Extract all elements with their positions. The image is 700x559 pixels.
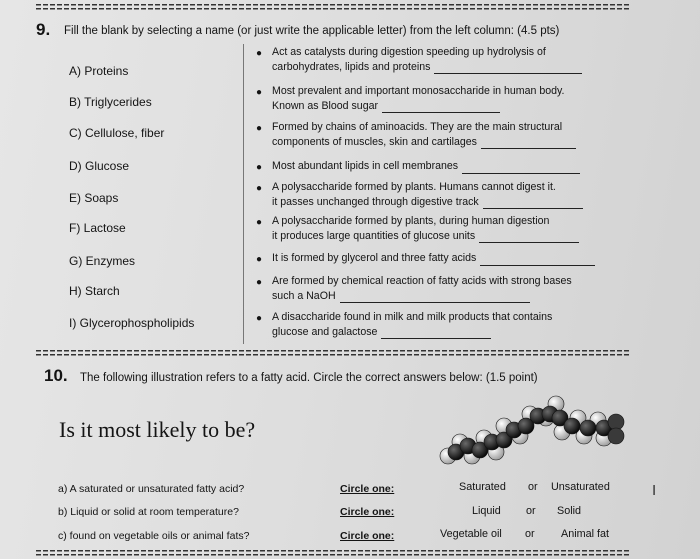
answer-blank[interactable] <box>479 232 579 243</box>
q10-row-b-question: b) Liquid or solid at room temperature? <box>58 506 239 518</box>
answer-blank[interactable] <box>382 102 500 113</box>
answer-blank[interactable] <box>462 163 580 174</box>
name-item-i: I) Glycerophospholipids <box>69 316 195 330</box>
q10-row-a-question: a) A saturated or unsaturated fatty acid? <box>58 483 245 495</box>
bullet: ● <box>256 183 263 194</box>
q10-instruction: The following illustration refers to a fatty acid. Circle the correct answers below: (1.5 point) <box>80 372 538 384</box>
name-item-h: H) Starch <box>69 284 120 298</box>
name-item-c: C) Cellulose, fiber <box>69 126 165 140</box>
option-unsaturated[interactable]: Unsaturated <box>551 481 610 493</box>
option-liquid[interactable]: Liquid <box>472 505 501 517</box>
description-item: A polysaccharide formed by plants. Humans cannot digest it. it passes unchanged through digestive track <box>272 180 627 209</box>
or-label: or <box>525 528 535 540</box>
description-item: A disaccharide found in milk and milk products that contains glucose and galactose <box>272 311 553 338</box>
option-vegetable-oil[interactable]: Vegetable oil <box>440 528 502 540</box>
circle-one-label: Circle one: <box>340 530 395 542</box>
answer-blank[interactable] <box>480 255 595 266</box>
bullet: ● <box>256 162 263 173</box>
bullet: ● <box>256 217 263 228</box>
bullet: ● <box>256 313 263 324</box>
answer-blank[interactable] <box>434 63 582 74</box>
q9-number: 9. <box>36 20 51 39</box>
q10-number: 10. <box>44 366 68 385</box>
q10-question: Is it most likely to be? <box>59 417 256 442</box>
circle-one-label: Circle one: <box>340 483 395 495</box>
or-label: or <box>526 505 536 517</box>
option-saturated[interactable]: Saturated <box>459 481 506 493</box>
q10-row-c-question: c) found on vegetable oils or animal fats? <box>58 530 250 542</box>
name-item-e: E) Soaps <box>69 191 119 205</box>
answer-blank[interactable] <box>483 198 583 209</box>
description-item: It is formed by glycerol and three fatty acids <box>272 251 627 266</box>
divider-bottom <box>36 550 630 556</box>
description-item: Formed by chains of aminoacids. They are the main structural components of muscles, skin and cartilages <box>272 120 627 149</box>
name-item-f: F) Lactose <box>69 221 126 235</box>
description-item: Most abundant lipids in cell membranes <box>272 159 627 174</box>
name-item-g: G) Enzymes <box>69 254 136 268</box>
answer-blank[interactable] <box>340 292 530 303</box>
bullet: ● <box>256 123 263 134</box>
or-label: or <box>528 481 538 493</box>
divider-middle <box>36 350 630 356</box>
answer-blank[interactable] <box>481 138 576 149</box>
name-item-d: D) Glucose <box>69 159 130 173</box>
name-item-b: B) Triglycerides <box>69 95 152 109</box>
text-cursor-icon: I <box>652 482 657 499</box>
bullet: ● <box>256 48 263 59</box>
name-item-a: A) Proteins <box>69 64 129 78</box>
description-item: A polysaccharide formed by plants, during human digestion it produces large quantities of glucose units <box>272 214 627 243</box>
option-animal-fat[interactable]: Animal fat <box>561 528 610 540</box>
option-solid[interactable]: Solid <box>557 505 582 517</box>
description-item: Are formed by chemical reaction of fatty acids with strong bases such a NaOH <box>272 275 572 302</box>
fatty-acid-molecule-illustration <box>438 392 626 472</box>
description-item: Most prevalent and important monosaccharide in human body. Known as Blood sugar <box>272 85 565 112</box>
bullet: ● <box>256 254 263 265</box>
divider-top <box>36 4 630 10</box>
bullet: ● <box>256 277 263 288</box>
description-item: Act as catalysts during digestion speeding up hydrolysis of carbohydrates, lipids and proteins <box>272 45 627 74</box>
bullet: ● <box>256 87 263 98</box>
answer-blank[interactable] <box>381 328 491 339</box>
q9-instruction: Fill the blank by selecting a name (or just write the applicable letter) from the left column: (4.5 pts) <box>64 25 560 37</box>
circle-one-label: Circle one: <box>340 506 395 518</box>
column-divider <box>243 44 244 344</box>
